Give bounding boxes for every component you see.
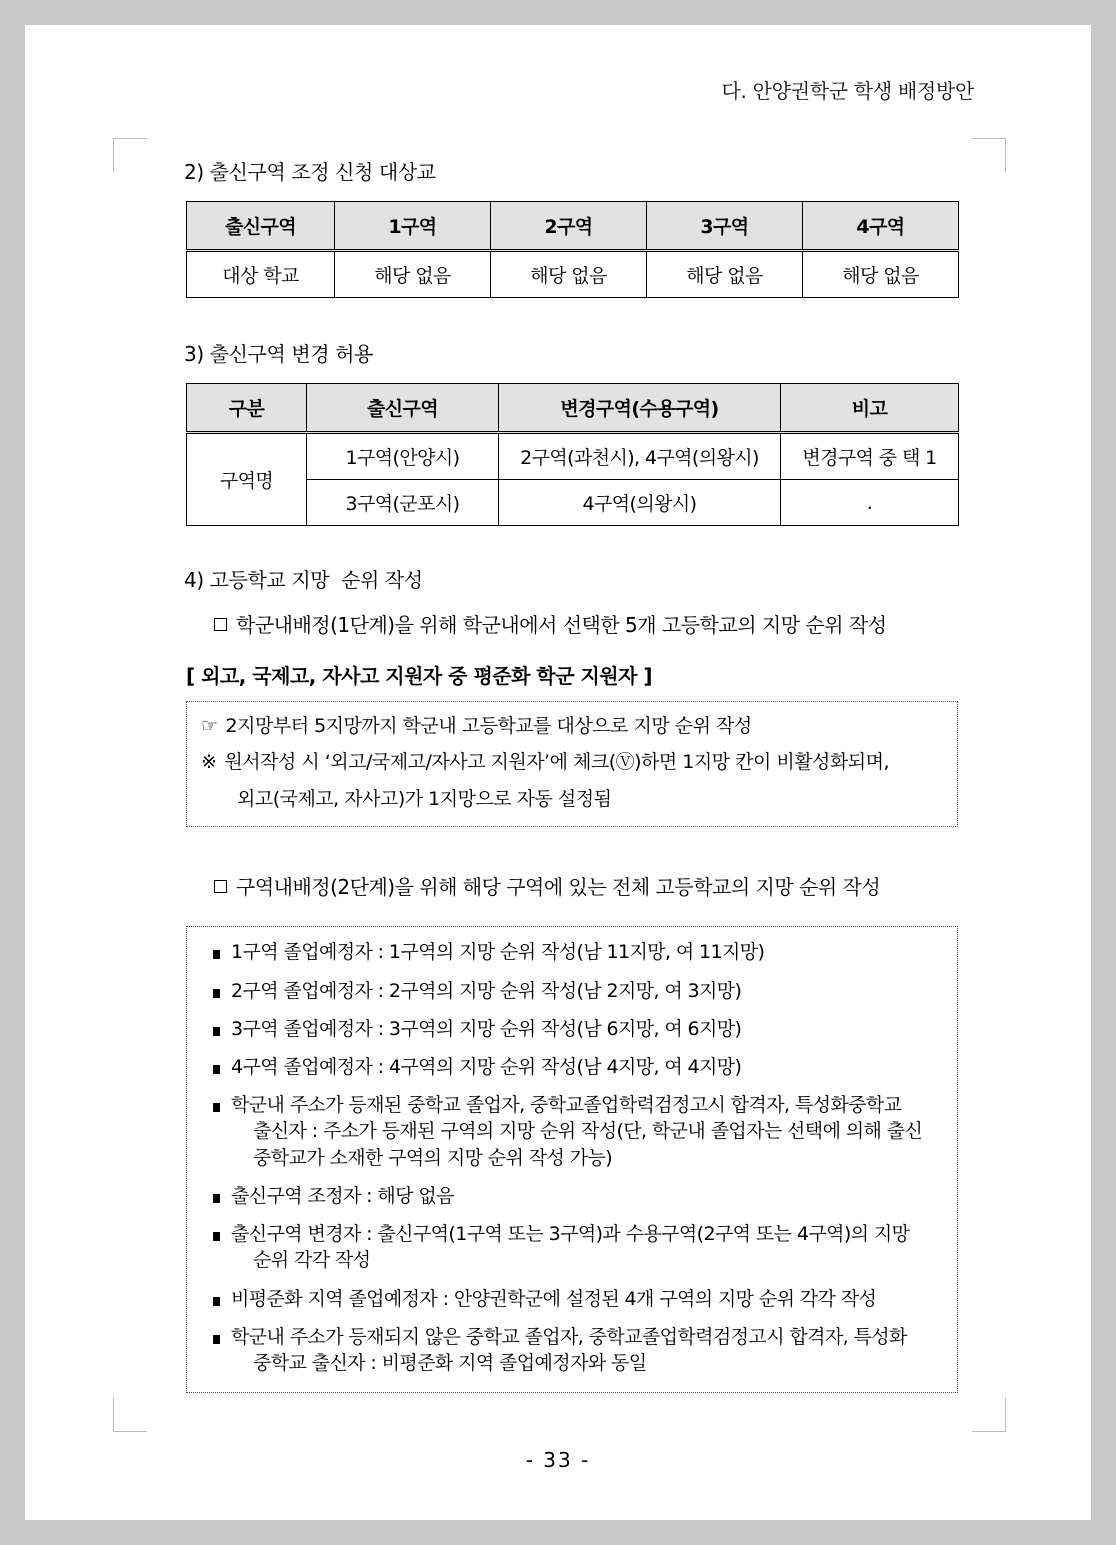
table-row xyxy=(187,433,959,480)
list-item xyxy=(201,978,943,1004)
note-box-special-schools xyxy=(186,701,958,827)
list-item-text: 2구역 졸업예정자 : 2구역의 지망 순위 작성(남 2지망, 여 3지망) xyxy=(231,979,742,1002)
table-header-cell: 1구역 xyxy=(335,202,491,251)
list-item-text: 4구역 졸업예정자 : 4구역의 지망 순위 작성(남 4지망, 여 4지망) xyxy=(231,1056,742,1079)
table-header-cell: 2구역 xyxy=(491,202,647,251)
checkbox-line-stage2-label: 구역내배정(2단계)을 위해 해당 구역에 있는 전체 고등학교의 지망 순위 작성 xyxy=(236,875,881,900)
table-cell-note: . xyxy=(781,480,959,526)
bracket-heading: [ 외고, 국제고, 자사고 지원자 중 평준화 학군 지원자 ] xyxy=(186,664,653,688)
checkbox-line-stage1 xyxy=(214,609,980,638)
table-cell-change: 4구역(의왕시) xyxy=(499,480,781,526)
table-header-cell: 출신구역 xyxy=(187,202,335,251)
list-item xyxy=(201,939,943,965)
section-4-heading: 4) 고등학교 지망 순위 작성 xyxy=(184,568,423,592)
spacer xyxy=(180,900,980,926)
table-cell: 대상 학교 xyxy=(187,251,335,298)
crop-mark-bottom-left xyxy=(113,1398,147,1432)
list-item xyxy=(201,1054,943,1080)
list-item-continuation: 순위 각각 작성 xyxy=(253,1249,371,1272)
table-header-cell: 출신구역 xyxy=(307,384,499,433)
note-line-1-text: 2지망부터 5지망까지 학군내 고등학교를 대상으로 지망 순위 작성 xyxy=(225,715,752,737)
checkbox-line-stage2 xyxy=(214,871,980,900)
origin-district-adjustment-table xyxy=(186,201,959,298)
table-cell: 해당 없음 xyxy=(491,251,647,298)
list-item xyxy=(201,1324,943,1376)
note-line-2 xyxy=(201,750,943,775)
crop-mark-bottom-right xyxy=(972,1398,1006,1432)
note-line-1 xyxy=(201,714,943,739)
origin-district-change-table xyxy=(186,383,959,526)
table-cell: 해당 없음 xyxy=(335,251,491,298)
list-item xyxy=(201,1221,943,1273)
note-line-3: 외고(국제고, 자사고)가 1지망으로 자동 설정됨 xyxy=(237,787,612,810)
list-item xyxy=(201,1286,943,1312)
list-item-text: 학군내 주소가 등재된 중학교 졸업자, 중학교졸업학력검정고시 합격자, 특성화중학교 xyxy=(231,1094,902,1117)
crop-mark-top-left xyxy=(113,138,147,172)
table-cell-row-label: 구역명 xyxy=(187,433,307,526)
table-header-cell: 4구역 xyxy=(803,202,959,251)
list-item xyxy=(201,1183,943,1209)
table-cell-note: 변경구역 중 택 1 xyxy=(781,433,959,480)
checkbox-icon xyxy=(214,618,227,631)
table-cell: 해당 없음 xyxy=(803,251,959,298)
running-head: 다. 안양권학군 학생 배정방안 xyxy=(721,79,974,103)
bullet-list xyxy=(201,939,943,1376)
spacer xyxy=(180,827,980,871)
table-cell: 해당 없음 xyxy=(647,251,803,298)
list-item-text: 1구역 졸업예정자 : 1구역의 지망 순위 작성(남 11지망, 여 11지망) xyxy=(231,941,765,964)
checkbox-line-stage1-label: 학군내배정(1단계)을 위해 학군내에서 선택한 5개 고등학교의 지망 순위 작성 xyxy=(236,613,887,637)
list-item xyxy=(201,1092,943,1171)
table-header-cell: 비고 xyxy=(781,384,959,433)
table-header-row xyxy=(187,384,959,433)
paper-sheet xyxy=(25,25,1091,1520)
list-item-text: 출신구역 조정자 : 해당 없음 xyxy=(231,1184,454,1207)
list-item-text: 3구역 졸업예정자 : 3구역의 지망 순위 작성(남 6지망, 여 6지망) xyxy=(231,1017,742,1040)
table-header-row xyxy=(187,202,959,251)
table-cell-origin: 3구역(군포시) xyxy=(307,480,499,526)
checkbox-icon xyxy=(214,880,227,893)
asterisk-reference-icon: ※ xyxy=(201,751,217,774)
table-row xyxy=(187,251,959,298)
table-header-cell: 변경구역(수용구역) xyxy=(499,384,781,433)
pointing-hand-icon: ☞ xyxy=(201,715,218,737)
bullet-box-stage2 xyxy=(186,926,958,1393)
table-header-cell: 구분 xyxy=(187,384,307,433)
table-cell-change: 2구역(과천시), 4구역(의왕시) xyxy=(499,433,781,480)
page-content xyxy=(180,75,980,1393)
table-cell-origin: 1구역(안양시) xyxy=(307,433,499,480)
list-item-continuation: 중학교 출신자 : 비평준화 지역 졸업예정자와 동일 xyxy=(253,1351,647,1374)
list-item xyxy=(201,1016,943,1042)
table-header-cell: 3구역 xyxy=(647,202,803,251)
section-2-heading: 2) 출신구역 조정 신청 대상교 xyxy=(184,160,436,184)
page-number: - 33 - xyxy=(525,1448,591,1472)
list-item-text: 학군내 주소가 등재되지 않은 중학교 졸업자, 중학교졸업학력검정고시 합격자, 특성화 xyxy=(231,1325,907,1348)
note-line-2-text: 원서작성 시 ‘외고/국제고/자사고 지원자’에 체크(Ⓥ)하면 1지망 칸이 비활성화되며, xyxy=(224,751,890,774)
list-item-text: 비평준화 지역 졸업예정자 : 안양권학군에 설정된 4개 구역의 지망 순위 각각 작성 xyxy=(231,1287,877,1310)
list-item-continuation: 출신자 : 주소가 등재된 구역의 지망 순위 작성(단, 학군내 졸업자는 선택에 의해 출신 중학교가 소재한 구역의 지망 순위 작성 가능) xyxy=(253,1120,923,1169)
section-3-heading: 3) 출신구역 변경 허용 xyxy=(184,342,373,366)
list-item-text: 출신구역 변경자 : 출신구역(1구역 또는 3구역)과 수용구역(2구역 또는 4구역)의 지망 xyxy=(231,1223,910,1246)
